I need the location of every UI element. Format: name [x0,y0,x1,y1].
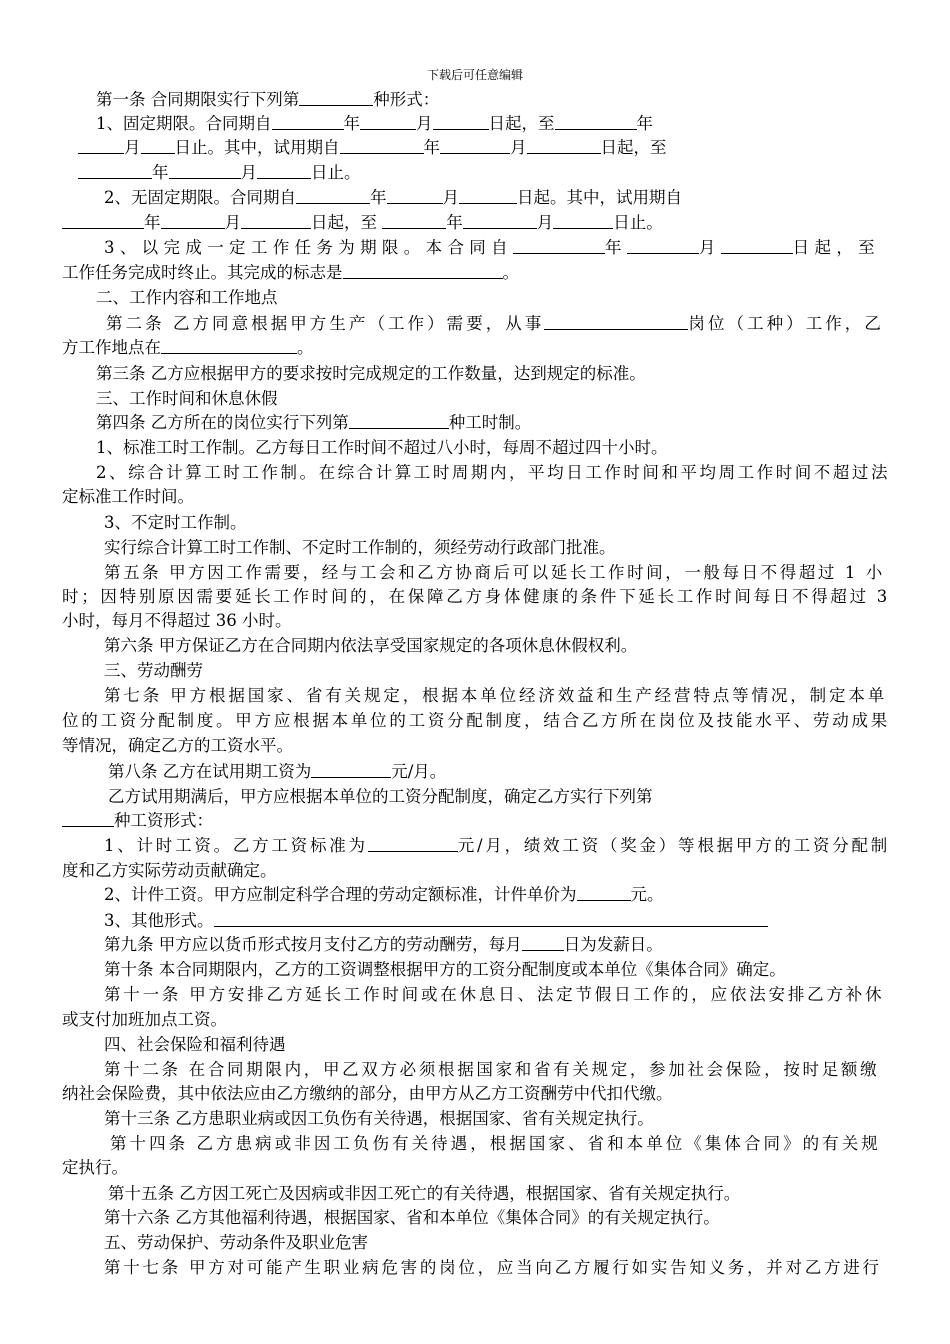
text-run: 第三条 乙方应根据甲方的要求按时完成规定的工作数量，达到规定的标准。 [96,364,646,383]
text-run: 月 [124,138,141,157]
text-line [62,1009,227,1031]
text-run: 日止。 [613,213,663,232]
text-line [62,337,314,359]
text-run: 乙方试用期满后，甲方应根据本单位的工资分配制度，确定乙方实行下列第 [108,787,653,806]
text-line [104,635,637,657]
blank-field[interactable] [169,162,241,179]
text-line [62,486,194,508]
text-run: 元。 [630,885,664,904]
text-run: 月 [510,138,527,157]
blank-field[interactable] [527,137,601,154]
text-run: 1、标准工时工作制。乙方每日工作时间不超过八小时，每周不超过四十小时。 [96,438,668,457]
page-header: 下载后可任意编辑 [426,68,523,82]
text-line [96,412,531,434]
text-line [62,860,277,882]
text-run: 种工时制。 [448,413,532,432]
blank-field[interactable] [214,910,768,927]
blank-field[interactable] [349,412,449,429]
text-line [96,113,653,135]
text-line [106,313,884,335]
blank-field[interactable] [311,761,391,778]
text-run: 第九条 甲方应以货币形式按月支付乙方的劳动酬劳，每月 [104,935,522,954]
text-run: 月 [536,213,554,232]
text-run: 日起，至 [311,213,377,232]
blank-field[interactable] [343,262,503,279]
text-run: 2、无固定期限。合同期自 [104,188,296,207]
blank-field[interactable] [62,212,144,229]
blank-field[interactable] [161,337,297,354]
blank-field[interactable] [257,162,311,179]
text-line [104,934,663,956]
text-line [104,1257,882,1279]
text-line [96,437,668,459]
text-run: 日起，至 [792,238,881,257]
text-run: 月 [698,238,721,257]
blank-field[interactable] [299,89,373,106]
text-run: 年 [343,114,360,133]
blank-field[interactable] [553,212,613,229]
text-run: 第八条 乙方在试用期工资为 [108,762,312,781]
text-line [62,810,213,832]
text-run: 四、社会保险和福利待遇 [104,1035,286,1054]
text-run: 日为发薪日。 [563,935,663,954]
text-line [108,1183,740,1205]
text-run: 年 [636,114,653,133]
text-run: 。 [297,338,314,357]
blank-field[interactable] [78,162,152,179]
blank-field[interactable] [459,187,517,204]
text-run: 日起。其中，试用期自 [517,188,682,207]
text-run: 日起，至 [488,114,555,133]
text-run: 第十五条 乙方因工死亡及因病或非因工死亡的有关待遇，根据国家、省有关规定执行。 [108,1184,741,1203]
text-line [104,537,616,559]
text-run: 实行综合计算工时工作制、不定时工作制的，须经劳动行政部门批准。 [104,538,616,557]
text-run: 第十二条 在合同期限内，甲乙双方必须根据国家和省有关规定，参加社会保险，按时足额缴 [104,1060,880,1079]
text-run: 年 [152,163,169,182]
text-run: 月 [240,163,257,182]
blank-field[interactable] [555,113,637,130]
blank-field[interactable] [544,313,688,330]
text-run: 定执行。 [62,1158,128,1177]
text-line [96,462,890,484]
blank-field[interactable] [382,212,446,229]
text-run: 年 [604,238,627,257]
text-line [96,89,439,111]
text-run: 第十一条 甲方安排乙方延长工作时间或在休息日、法定节假日工作的，应依法安排乙方补休 [104,985,885,1004]
text-run: 3、以完成一定工作任务为期限。本合同自 [104,238,513,257]
text-line [108,761,446,783]
text-run: 1、计时工资。乙方工资标准为 [104,836,368,855]
text-run: 第十条 本合同期限内，乙方的工资调整根据甲方的工资分配制度或本单位《集体合同》确定。 [104,960,786,979]
text-line [104,984,884,1006]
blank-field[interactable] [513,237,605,254]
text-run: 1、固定期限。合同期自 [96,114,272,133]
text-run: 月 [224,213,241,232]
text-run: 工作任务完成时终止。其完成的标志是 [62,263,343,282]
text-line [104,1059,879,1081]
text-line [104,884,664,906]
text-line [104,237,880,259]
blank-field[interactable] [368,835,458,852]
text-line [104,660,203,682]
blank-field[interactable] [272,113,344,130]
text-run: 。 [502,263,519,282]
text-run: 2、综合计算工时工作制。在综合计算工时周期内，平均日工作时间和平均周工作时间不超过法 [96,463,890,482]
text-run: 月 [442,188,459,207]
text-run: 第六条 甲方保证乙方在合同期内依法享受国家规定的各项休息休假权利。 [104,636,638,655]
blank-field[interactable] [463,212,537,229]
text-line [62,586,890,608]
text-run: 二、工作内容和工作地点 [96,288,278,307]
text-line [104,187,682,209]
text-line [104,685,887,707]
blank-field[interactable] [78,137,124,154]
text-run: 等情况，确定乙方的工资水平。 [62,736,293,755]
text-run: 第十三条 乙方患职业病或因工负伤有关待遇，根据国家、省有关规定执行。 [104,1109,654,1128]
text-run: 元/月。 [391,762,447,781]
text-run: 纳社会保险费，其中依法应由乙方缴纳的部分，由甲方从乙方工资酬劳中代扣代缴。 [62,1084,673,1103]
text-run: 日止。 [311,163,361,182]
text-run: 第十七条 甲方对可能产生职业病危害的岗位，应当向乙方履行如实告知义务，并对乙方进行 [104,1258,882,1277]
text-run: 位的工资分配制度。甲方应根据本单位的工资分配制度，结合乙方所在岗位及技能水平、劳动成果 [62,711,890,730]
text-line [96,287,278,309]
blank-field[interactable] [627,237,699,254]
text-line [104,1232,368,1254]
text-line [104,910,768,932]
text-run: 元/月，绩效工资（奖金）等根据甲方的工资分配制 [457,836,891,855]
blank-field[interactable] [440,137,510,154]
blank-field[interactable] [62,810,114,827]
text-run: 第七条 甲方根据国家、省有关规定，根据本单位经济效益和生产经营特点等情况，制定本单 [104,686,888,705]
text-run: 年 [423,138,440,157]
text-line [62,1157,128,1179]
text-line [62,1083,673,1105]
text-run: 五、劳动保护、劳动条件及职业危害 [104,1233,368,1252]
text-run: 种工资形式： [114,811,213,830]
text-run: 三、劳动酬劳 [104,661,203,680]
text-run: 3、不定时工作制。 [104,513,247,532]
text-line [104,835,890,857]
text-run: 度和乙方实际劳动贡献确定。 [62,861,277,880]
text-run: 第十六条 乙方其他福利待遇，根据国家、省和本单位《集体合同》的有关规定执行。 [104,1208,720,1227]
text-line [108,786,653,808]
text-run: 小时，每月不得超过 36 小时。 [62,611,292,630]
blank-field[interactable] [360,113,416,130]
blank-field[interactable] [161,212,225,229]
text-run: 日起，至 [600,138,667,157]
text-run: 三、工作时间和休息休假 [96,389,278,408]
blank-field[interactable] [141,137,175,154]
text-run: 岗位（工种）工作，乙 [688,314,884,333]
blank-field[interactable] [387,187,443,204]
text-run: 方工作地点在 [62,338,161,357]
text-line [104,959,786,981]
text-line [78,162,361,184]
text-run: 第二条 乙方同意根据甲方生产（工作）需要，从事 [106,314,545,333]
text-line [96,363,646,385]
text-line [110,1133,881,1155]
blank-field[interactable] [296,187,370,204]
text-run: 第四条 乙方所在的岗位实行下列第 [96,413,349,432]
text-line [104,1108,654,1130]
text-line [96,388,278,410]
text-line [62,212,663,234]
text-run: 种形式： [373,90,440,109]
text-line [78,137,667,159]
text-run: 年 [144,213,161,232]
blank-field[interactable] [721,237,793,254]
blank-field[interactable] [241,212,311,229]
text-run: 月 [416,114,433,133]
text-run: 第十四条 乙方患病或非因工负伤有关待遇，根据国家、省和本单位《集体合同》的有关规 [110,1134,881,1153]
blank-field[interactable] [522,934,564,951]
blank-field[interactable] [340,137,424,154]
blank-field[interactable] [433,113,489,130]
text-run: 时；因特别原因需要延长工作时间的，在保障乙方身体健康的条件下延长工作时间每日不得超过 3 [62,587,890,606]
text-line [62,610,292,632]
text-run: 定标准工作时间。 [62,487,194,506]
text-run: 或支付加班加点工资。 [62,1010,227,1029]
text-run: 第五条 甲方因工作需要，经与工会和乙方协商后可以延长工作时间，一般每日不得超过 1 小 [104,563,885,582]
text-line [62,735,293,757]
text-line [104,1034,286,1056]
text-run: 第一条 合同期限实行下列第 [96,90,300,109]
text-line [104,512,247,534]
text-line [104,562,885,584]
blank-field[interactable] [577,884,631,901]
text-line [62,710,890,732]
text-line [104,1207,720,1229]
text-line [62,262,519,284]
text-run: 3、其他形式。 [104,911,214,930]
text-run: 年 [446,213,463,232]
text-run: 日止。其中，试用期自 [174,138,340,157]
text-run: 2、计件工资。甲方应制定科学合理的劳动定额标准，计件单价为 [104,885,577,904]
text-run: 年 [370,188,387,207]
